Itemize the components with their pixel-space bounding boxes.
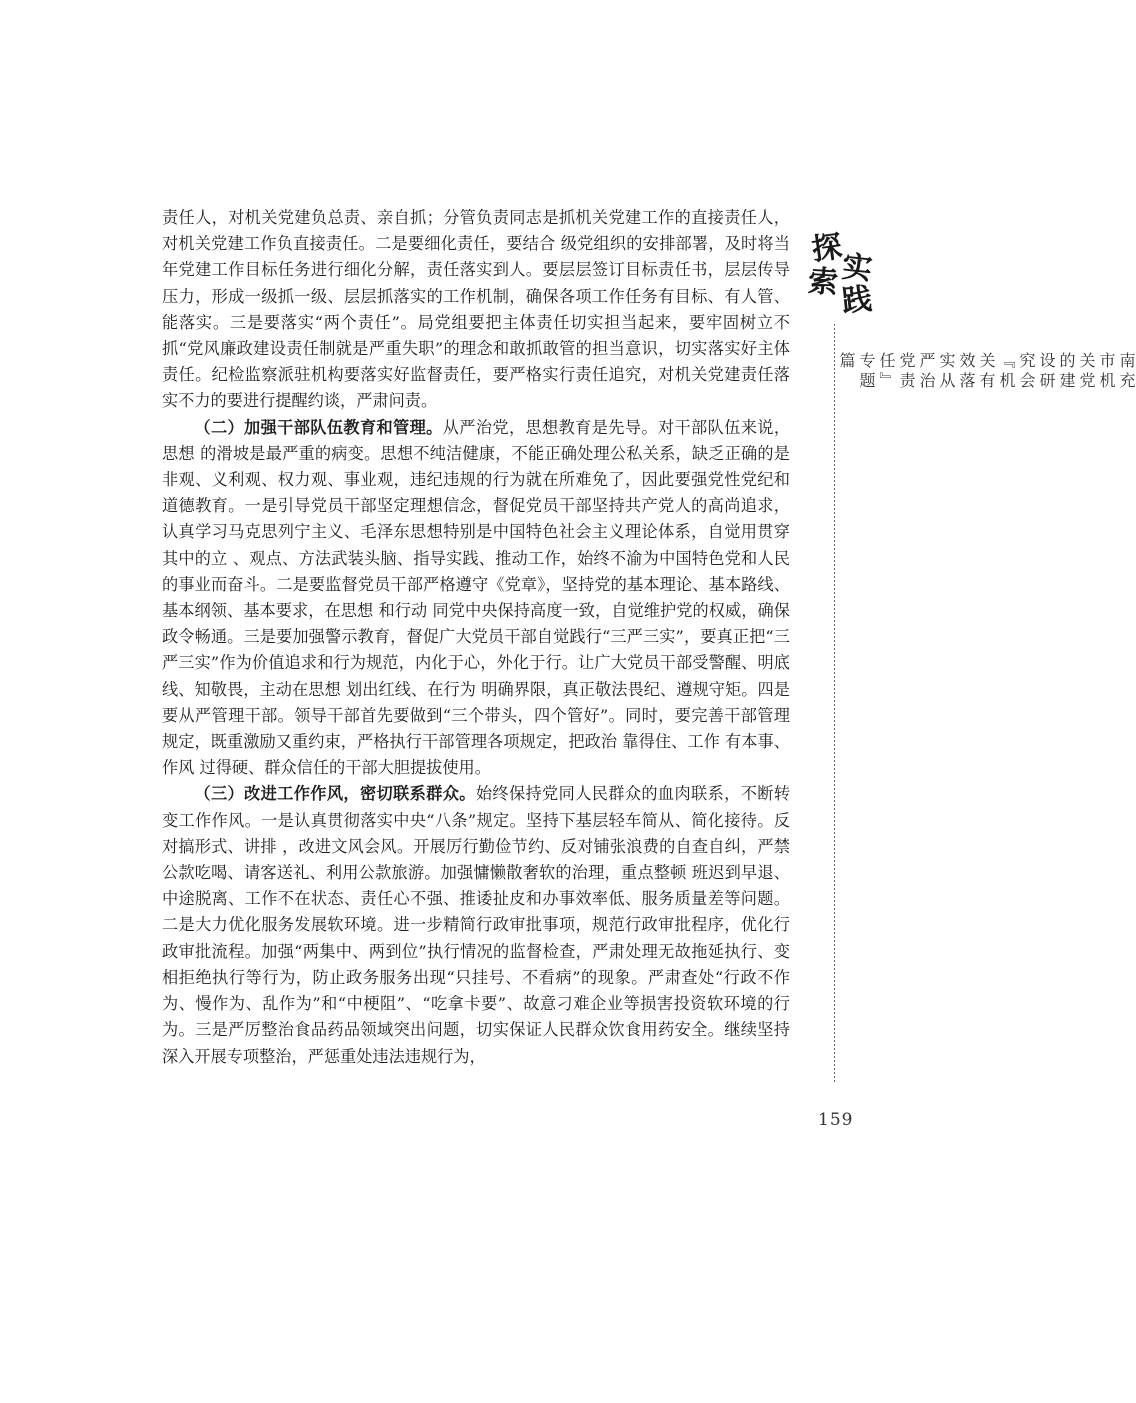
paragraph-2-body: 从严治党，思想教育是先导。对干部队伍来说，思想 的滑坡是最严重的病变。思想不纯洁健康，不能正确处理公私关系，缺乏正确的是非观、义利观、权力观、事业观，违纪违规的行为就在所难免了，因此要强党性党纪和道德教育。一是引导党员干部坚定理想信念，督促党员干部坚持共产党人的高尚追求，认真学习马克思列宁主义、毛泽东思想特别是中国特色社会主义理论体系，自觉用贯穿其中的立 、观点、方法武装头脑、指导实践、推动工作，始终不渝为中国特色党和人民的事业而奋斗。二是要监督党员干部严格遵守《党章》，坚持党的基本理论、基本路线、基本纲领、基本要求，在思想 和行动 同党中央保持高度一致，自觉维护党的权威，确保政令畅通。三是要加强警示教育，督促广大党员干部自觉践行“三严三实”，要真正把“三严三实”作为价值追求和行为规范，内化于心，外化于行。让广大党员干部受警醒、明底线、知敬畏，主动在思想 划出红线、在行为 明确界限，真正敬法畏纪、遵规守矩。四是要从严管理干部。领导干部首先要做到“三个带头，四个管好”。同时，要完善干部管理规定，既重激励又重约束，严格执行干部管理各项规定，把政治 靠得住、工作 有本事、作风 过得硬、群众信任的干部大胆提拔使用。 bbox=[162, 417, 791, 778]
vertical-section-title: 南充市机关党的建设研究会『机关有效落实从严治党责任』专题篇 bbox=[837, 352, 1136, 392]
paragraph-3 bbox=[162, 781, 790, 1069]
logo-char-3: 索 bbox=[806, 263, 840, 302]
logo-char-2: 实 bbox=[840, 249, 874, 288]
column-logo bbox=[806, 229, 876, 322]
paragraph-1: 责任人，对机关党建负总责、亲自抓；分管负责同志是抓机关党建工作的直接责任人，对机关党建工作负直接责任。二是要细化责任，要结合 级党组织的安排部署，及时将当年党建工作目标任务进行细化分解，责任落实到人。要层层签订目标责任书，层层传导压力，形成一级抓一级、层层抓落实的工作机制，确保各项工作任务有目标、有人管、能落实。三是要落实“两个责任”。局党组要把主体责任切实担当起来，要牢固树立不抓“党风廉政建设责任制就是严重失职”的理念和敢抓敢管的担当意识，切实落实好主体责任。纪检监察派驻机构要落实好监督责任，要严格实行责任追究，对机关党建责任落实不力的要进行提醒约谈，严肃问责。 bbox=[162, 208, 790, 411]
paragraph-2 bbox=[162, 415, 790, 782]
logo-char-1: 探 bbox=[809, 229, 845, 268]
dotted-divider bbox=[834, 324, 835, 1084]
page-number: 159 bbox=[818, 1110, 854, 1130]
logo-char-4: 践 bbox=[840, 281, 874, 320]
paragraph-3-body: 始终保持党同人民群众的血肉联系，不断转变工作作风。一是认真贯彻落实中央“八条”规定。坚持下基层轻车简从、简化接待。反对搞形式、讲排 ，改进文风会风。开展厉行勤俭节约、反对铺张浪费的自查自纠，严禁公款吃喝、请客送礼、利用公款旅游。加强慵懒散奢软的治理，重点整顿 班迟到早退、中途脱离、工作不在状态、责任心不强、推诿扯皮和办事效率低、服务质量差等问题。二是大力优化服务发展软环境。进一步精简行政审批事项，规范行政审批程序，优化行政审批流程。加强“两集中、两到位”执行情况的监督检查，严肃处理无故拖延执行、变相拒绝执行等行为，防止政务服务出现“只挂号、不看病”的现象。严肃查处“行政不作为、慢作为、乱作为”和“中梗阻”、“吃拿卡要”、故意刁难企业等损害投资软环境的行为。三是严厉整治食品药品领域突出问题，切实保证人民群众饮食用药安全。继续坚持深入开展专项整治，严惩重处违法违规行为， bbox=[162, 784, 791, 1066]
body-text bbox=[162, 205, 790, 1070]
section-heading-2: （二）加强干部队伍教育和管理。 bbox=[194, 417, 443, 437]
section-heading-3: （三）改进工作作风，密切联系群众。 bbox=[194, 784, 476, 804]
